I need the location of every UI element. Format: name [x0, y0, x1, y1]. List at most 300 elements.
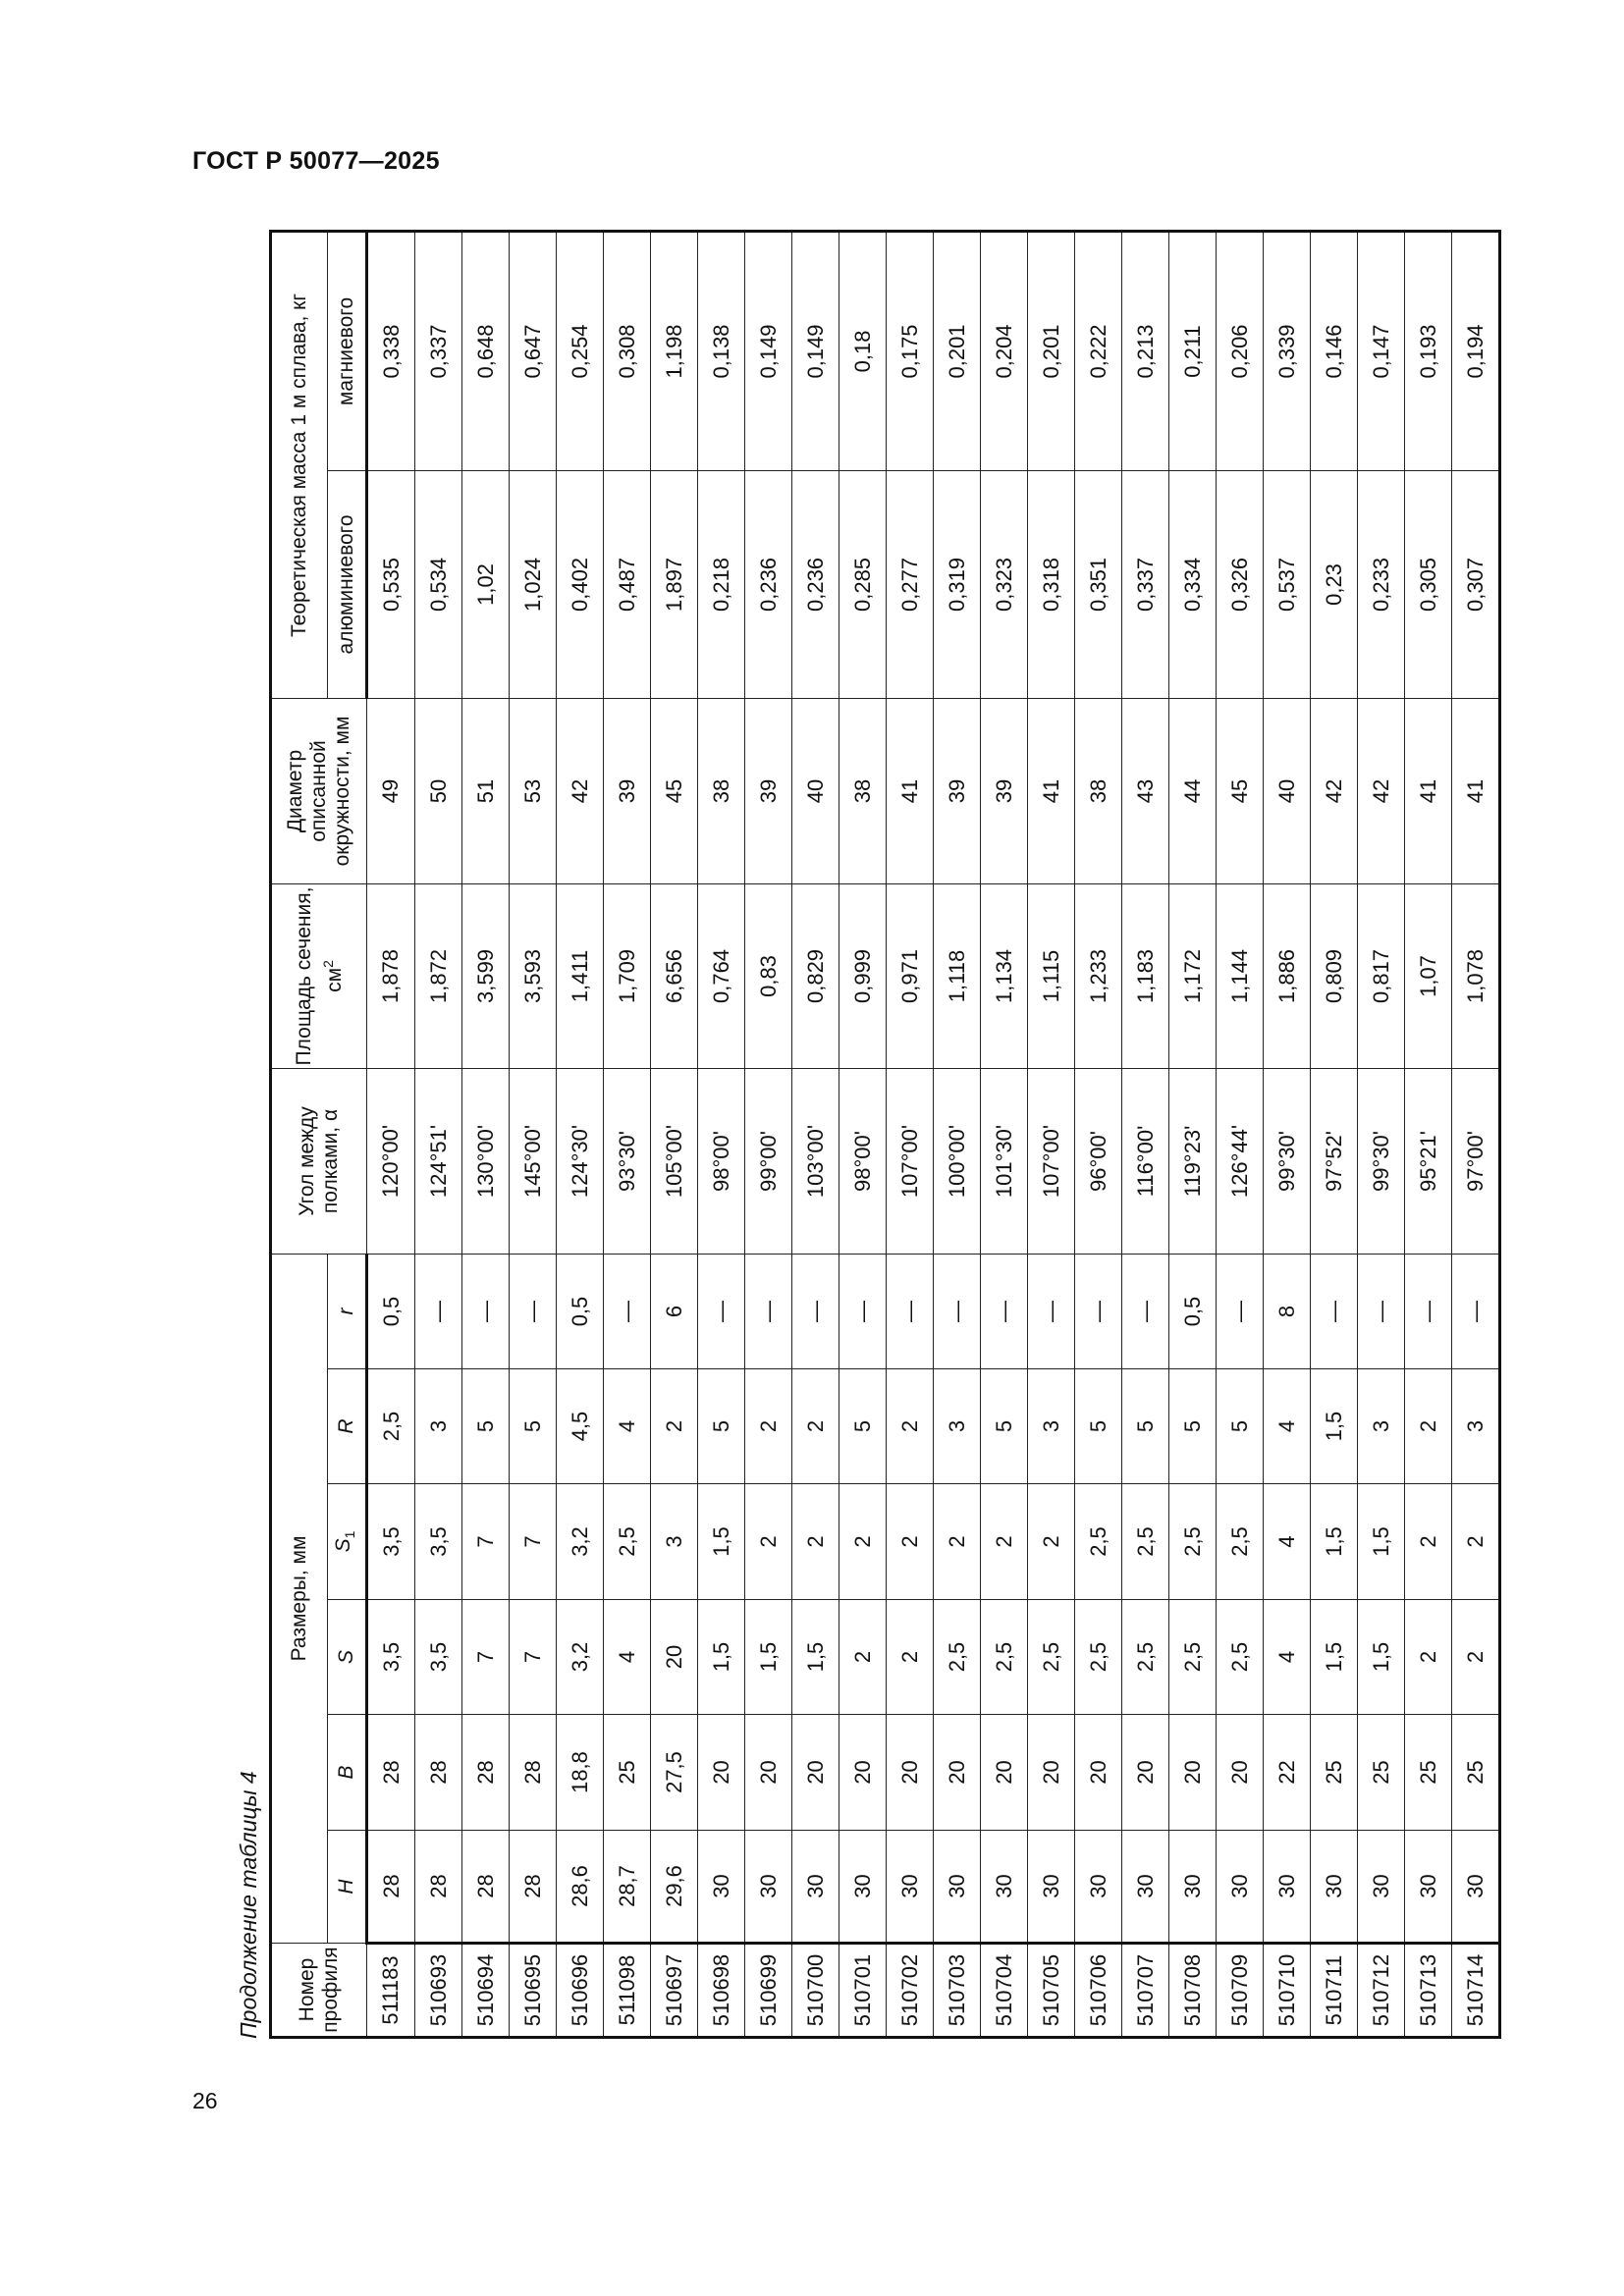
table-cell: —	[1028, 1254, 1075, 1368]
table-cell: 0,211	[1169, 231, 1217, 470]
table-cell: 0,236	[792, 470, 839, 698]
header-magnesium: магниевого	[328, 231, 367, 470]
table-cell: 96°00'	[1075, 1068, 1122, 1254]
table-cell: 7	[510, 1600, 557, 1715]
table-row	[1028, 231, 1075, 2037]
header-S1	[328, 1484, 367, 1600]
table-cell: 2	[887, 1369, 934, 1484]
table-cell: 28	[510, 1715, 557, 1831]
table-cell: 20	[792, 1715, 839, 1831]
table-row	[1075, 231, 1122, 2037]
table-cell: 2,5	[1122, 1484, 1169, 1600]
table-cell: 0,206	[1217, 231, 1264, 470]
table-cell: 105°00'	[651, 1068, 698, 1254]
table-cell: 2	[745, 1484, 792, 1600]
table-cell: 510699	[745, 1944, 792, 2038]
table-cell: 510711	[1311, 1944, 1358, 2038]
table-cell: —	[604, 1254, 651, 1368]
table-cell: 1,172	[1169, 883, 1217, 1068]
header-R: R	[328, 1369, 367, 1484]
table-cell: 7	[462, 1484, 510, 1600]
table-cell: 124°51'	[415, 1068, 462, 1254]
table-cell: 95°21'	[1405, 1068, 1452, 1254]
table-row	[604, 231, 651, 2037]
table-cell: 25	[1311, 1715, 1358, 1831]
table-row	[1311, 231, 1358, 2037]
table-cell: 0,307	[1452, 470, 1500, 698]
table-cell: —	[1122, 1254, 1169, 1368]
table-cell: 0,204	[981, 231, 1028, 470]
table-cell: 2	[934, 1484, 981, 1600]
table-cell: 2,5	[1075, 1484, 1122, 1600]
table-cell: 0,809	[1311, 883, 1358, 1068]
table-cell: 0,319	[934, 470, 981, 698]
table-cell: 0,222	[1075, 231, 1122, 470]
table-cell: 28,7	[604, 1831, 651, 1944]
table-cell: —	[462, 1254, 510, 1368]
table-cell: 2,5	[1122, 1600, 1169, 1715]
table-cell: 30	[698, 1831, 745, 1944]
table-cell: 0,213	[1122, 231, 1169, 470]
table-cell: 28	[415, 1715, 462, 1831]
table-cell: 29,6	[651, 1831, 698, 1944]
table-cell: —	[1075, 1254, 1122, 1368]
table-cell: 20	[1028, 1715, 1075, 1831]
table-cell: 38	[839, 698, 887, 883]
table-cell: 1,5	[698, 1484, 745, 1600]
table-cell: 3	[1452, 1369, 1500, 1484]
table-cell: —	[415, 1254, 462, 1368]
table-cell: 0,83	[745, 883, 792, 1068]
rotated-table-block	[232, 233, 1489, 2039]
table-cell: 1,118	[934, 883, 981, 1068]
table-cell: 0,318	[1028, 470, 1075, 698]
table-row	[839, 231, 887, 2037]
table-cell: 510705	[1028, 1944, 1075, 2038]
table-row	[887, 231, 934, 2037]
table-row	[415, 231, 462, 2037]
table-cell: 49	[367, 698, 415, 883]
table-cell: 103°00'	[792, 1068, 839, 1254]
table-cell: 0,193	[1405, 231, 1452, 470]
table-cell: 39	[745, 698, 792, 883]
table-cell: 1,897	[651, 470, 698, 698]
table-cell: 130°00'	[462, 1068, 510, 1254]
table-body	[367, 231, 1500, 2037]
table-cell: 28	[462, 1831, 510, 1944]
table-cell: —	[981, 1254, 1028, 1368]
table-cell: 2,5	[934, 1600, 981, 1715]
table-cell: 2,5	[604, 1484, 651, 1600]
table-cell: 28	[367, 1715, 415, 1831]
table-cell: 1,5	[745, 1600, 792, 1715]
table-row	[510, 231, 557, 2037]
table-cell: 3	[1358, 1369, 1405, 1484]
table-cell: 20	[839, 1715, 887, 1831]
document-header: ГОСТ Р 50077—2025	[192, 147, 440, 175]
table-row	[1122, 231, 1169, 2037]
table-cell: 4	[604, 1600, 651, 1715]
table-cell: 25	[1452, 1715, 1500, 1831]
header-H: H	[328, 1831, 367, 1944]
table-cell: 0,305	[1405, 470, 1452, 698]
table-cell: —	[1217, 1254, 1264, 1368]
table-cell: 3,2	[557, 1484, 604, 1600]
table-cell: 4,5	[557, 1369, 604, 1484]
table-cell: 98°00'	[698, 1068, 745, 1254]
table-cell: 1,5	[1311, 1484, 1358, 1600]
table-row	[367, 231, 415, 2037]
table-cell: 1,5	[792, 1600, 839, 1715]
table-cell: 50	[415, 698, 462, 883]
table-cell: 41	[1452, 698, 1500, 883]
table-cell: 30	[1169, 1831, 1217, 1944]
table-cell: —	[1452, 1254, 1500, 1368]
table-cell: 510700	[792, 1944, 839, 2038]
table-cell: 1,07	[1405, 883, 1452, 1068]
table-cell: 1,5	[1311, 1600, 1358, 1715]
table-cell: 0,201	[1028, 231, 1075, 470]
table-cell: —	[1311, 1254, 1358, 1368]
table-cell: 510696	[557, 1944, 604, 2038]
table-cell: 4	[1264, 1484, 1311, 1600]
table-cell: 2,5	[1217, 1600, 1264, 1715]
table-cell: 0,647	[510, 231, 557, 470]
table-cell: 20	[887, 1715, 934, 1831]
table-cell: —	[1405, 1254, 1452, 1368]
table-cell: —	[887, 1254, 934, 1368]
page-number: 26	[192, 2088, 218, 2113]
table-cell: 28	[415, 1831, 462, 1944]
table-cell: 0,535	[367, 470, 415, 698]
table-cell: 0,338	[367, 231, 415, 470]
table-cell: 5	[462, 1369, 510, 1484]
table-row	[1264, 231, 1311, 2037]
table-row	[462, 231, 510, 2037]
table-cell: 0,285	[839, 470, 887, 698]
table-cell: 0,402	[557, 470, 604, 698]
table-cell: 510702	[887, 1944, 934, 2038]
table-cell: 30	[1075, 1831, 1122, 1944]
table-cell: 3,5	[415, 1600, 462, 1715]
table-cell: 2	[651, 1369, 698, 1484]
table-cell: 20	[745, 1715, 792, 1831]
table-cell: 1,024	[510, 470, 557, 698]
table-cell: 510697	[651, 1944, 698, 2038]
table-cell: 3,593	[510, 883, 557, 1068]
table-cell: 1,115	[1028, 883, 1075, 1068]
table-cell: 97°00'	[1452, 1068, 1500, 1254]
table-cell: 30	[1028, 1831, 1075, 1944]
table-cell: 2	[839, 1600, 887, 1715]
table-cell: 511183	[367, 1944, 415, 2038]
table-cell: 1,872	[415, 883, 462, 1068]
header-S1-base: S	[331, 1538, 354, 1553]
table-cell: 39	[981, 698, 1028, 883]
table-cell: 53	[510, 698, 557, 883]
table-cell: 3	[1028, 1369, 1075, 1484]
table-cell: 0,233	[1358, 470, 1405, 698]
table-cell: 22	[1264, 1715, 1311, 1831]
table-cell: 5	[1217, 1369, 1264, 1484]
table-cell: 41	[1028, 698, 1075, 883]
table-cell: 2,5	[1028, 1600, 1075, 1715]
table-cell: 0,534	[415, 470, 462, 698]
table-cell: 0,254	[557, 231, 604, 470]
table-cell: 3,5	[367, 1600, 415, 1715]
table-cell: 0,971	[887, 883, 934, 1068]
table-cell: 3,2	[557, 1600, 604, 1715]
table-cell: 99°00'	[745, 1068, 792, 1254]
table-cell: 1,078	[1452, 883, 1500, 1068]
table-cell: 124°30'	[557, 1068, 604, 1254]
table-cell: 51	[462, 698, 510, 883]
table-cell: 41	[1405, 698, 1452, 883]
table-cell: 27,5	[651, 1715, 698, 1831]
table-row	[698, 231, 745, 2037]
table-cell: 30	[1264, 1831, 1311, 1944]
table-cell: 2,5	[1169, 1484, 1217, 1600]
table-cell: 30	[792, 1831, 839, 1944]
table-cell: 0,194	[1452, 231, 1500, 470]
table-cell: 1,878	[367, 883, 415, 1068]
table-cell: 30	[1122, 1831, 1169, 1944]
table-cell: 5	[1122, 1369, 1169, 1484]
table-cell: 30	[1217, 1831, 1264, 1944]
table-cell: 145°00'	[510, 1068, 557, 1254]
table-cell: 2	[887, 1600, 934, 1715]
table-cell: 510693	[415, 1944, 462, 2038]
table-cell: 7	[462, 1600, 510, 1715]
table-cell: 0,146	[1311, 231, 1358, 470]
table-cell: 510704	[981, 1944, 1028, 2038]
table-cell: 0,308	[604, 231, 651, 470]
table-cell: 1,5	[1311, 1369, 1358, 1484]
table-cell: 25	[1358, 1715, 1405, 1831]
table-cell: 20	[1169, 1715, 1217, 1831]
profiles-table	[269, 230, 1501, 2039]
table-cell: 510701	[839, 1944, 887, 2038]
table-cell: 30	[934, 1831, 981, 1944]
table-cell: —	[934, 1254, 981, 1368]
table-cell: 2	[1405, 1600, 1452, 1715]
table-cell: —	[510, 1254, 557, 1368]
table-cell: 2	[1405, 1369, 1452, 1484]
table-cell: 0,5	[557, 1254, 604, 1368]
table-cell: 1,5	[698, 1600, 745, 1715]
table-cell: 0,18	[839, 231, 887, 470]
table-cell: 0,326	[1217, 470, 1264, 698]
table-cell: 6	[651, 1254, 698, 1368]
table-cell: 5	[1169, 1369, 1217, 1484]
table-cell: 2	[1405, 1484, 1452, 1600]
table-cell: 3,599	[462, 883, 510, 1068]
table-cell: 2,5	[1169, 1600, 1217, 1715]
header-diameter: Диаметр описанной окружности, мм	[271, 698, 367, 883]
table-cell: 30	[1452, 1831, 1500, 1944]
table-cell: 3	[651, 1484, 698, 1600]
table-row	[792, 231, 839, 2037]
table-cell: 20	[981, 1715, 1028, 1831]
table-cell: 4	[1264, 1600, 1311, 1715]
table-cell: 20	[1122, 1715, 1169, 1831]
table-cell: 510698	[698, 1944, 745, 2038]
table-cell: 20	[698, 1715, 745, 1831]
header-mass: Теоретическая масса 1 м сплава, кг	[271, 231, 328, 698]
table-cell: 5	[698, 1369, 745, 1484]
table-cell: 510703	[934, 1944, 981, 2038]
table-cell: 42	[557, 698, 604, 883]
table-row	[934, 231, 981, 2037]
table-cell: 2	[745, 1369, 792, 1484]
table-cell: 0,138	[698, 231, 745, 470]
table-cell: 2	[1452, 1484, 1500, 1600]
table-cell: 510707	[1122, 1944, 1169, 2038]
table-caption: Продолжение таблицы 4	[236, 1771, 261, 2039]
table-cell: 510694	[462, 1944, 510, 2038]
table-cell: 30	[887, 1831, 934, 1944]
table-cell: 2,5	[981, 1600, 1028, 1715]
table-row	[1358, 231, 1405, 2037]
table-cell: 20	[651, 1600, 698, 1715]
table-cell: 0,323	[981, 470, 1028, 698]
table-cell: 2	[1028, 1484, 1075, 1600]
table-cell: 0,175	[887, 231, 934, 470]
table-row	[1217, 231, 1264, 2037]
table-cell: 38	[698, 698, 745, 883]
table-cell: 3	[934, 1369, 981, 1484]
table-cell: 40	[1264, 698, 1311, 883]
table-cell: —	[1358, 1254, 1405, 1368]
table-cell: 1,886	[1264, 883, 1311, 1068]
table-cell: 510695	[510, 1944, 557, 2038]
table-cell: 28,6	[557, 1831, 604, 1944]
table-cell: 1,134	[981, 883, 1028, 1068]
table-row	[1169, 231, 1217, 2037]
table-cell: 1,183	[1122, 883, 1169, 1068]
table-cell: 100°00'	[934, 1068, 981, 1254]
header-profile-number: Номер профиля	[271, 1944, 367, 2038]
table-cell: 510714	[1452, 1944, 1500, 2038]
table-cell: 1,709	[604, 883, 651, 1068]
header-S: S	[328, 1600, 367, 1715]
table-cell: 0,337	[1122, 470, 1169, 698]
table-cell: 4	[604, 1369, 651, 1484]
table-cell: 0,999	[839, 883, 887, 1068]
table-cell: 93°30'	[604, 1068, 651, 1254]
table-cell: 0,337	[415, 231, 462, 470]
table-cell: 30	[839, 1831, 887, 1944]
table-cell: 1,198	[651, 231, 698, 470]
table-cell: 511098	[604, 1944, 651, 2038]
table-cell: 1,233	[1075, 883, 1122, 1068]
table-cell: 98°00'	[839, 1068, 887, 1254]
table-cell: 39	[934, 698, 981, 883]
table-cell: 0,5	[1169, 1254, 1217, 1368]
table-cell: 0,351	[1075, 470, 1122, 698]
table-cell: 30	[981, 1831, 1028, 1944]
header-S1-sub: 1	[342, 1530, 358, 1539]
table-cell: 0,218	[698, 470, 745, 698]
table-cell: 0,149	[792, 231, 839, 470]
table-cell: 101°30'	[981, 1068, 1028, 1254]
table-cell: 25	[1405, 1715, 1452, 1831]
table-cell: 0,487	[604, 470, 651, 698]
table-cell: 0,149	[745, 231, 792, 470]
table-cell: 0,764	[698, 883, 745, 1068]
table-cell: 5	[839, 1369, 887, 1484]
table-cell: 97°52'	[1311, 1068, 1358, 1254]
table-cell: 2	[839, 1484, 887, 1600]
table-cell: 510712	[1358, 1944, 1405, 2038]
table-cell: 1,02	[462, 470, 510, 698]
table-cell: 28	[367, 1831, 415, 1944]
table-cell: 4	[1264, 1369, 1311, 1484]
header-dimensions: Размеры, мм	[271, 1254, 328, 1943]
table-cell: 0,339	[1264, 231, 1311, 470]
table-cell: 510708	[1169, 1944, 1217, 2038]
table-row	[1405, 231, 1452, 2037]
table-cell: 5	[981, 1369, 1028, 1484]
table-cell: 43	[1122, 698, 1169, 883]
table-cell: 510709	[1217, 1944, 1264, 2038]
header-angle: Угол между полками, α	[271, 1068, 367, 1254]
table-cell: 5	[510, 1369, 557, 1484]
table-cell: 1,5	[1358, 1484, 1405, 1600]
table-cell: 120°00'	[367, 1068, 415, 1254]
table-row	[981, 231, 1028, 2037]
table-cell: 126°44'	[1217, 1068, 1264, 1254]
table-cell: 30	[1358, 1831, 1405, 1944]
table-cell: 5	[1075, 1369, 1122, 1484]
table-cell: 42	[1358, 698, 1405, 883]
table-cell: 7	[510, 1484, 557, 1600]
header-area-sup: 2	[319, 960, 336, 968]
table-cell: 2	[792, 1484, 839, 1600]
table-cell: 0,23	[1311, 470, 1358, 698]
table-cell: 18,8	[557, 1715, 604, 1831]
table-cell: 38	[1075, 698, 1122, 883]
table-cell: 510713	[1405, 1944, 1452, 2038]
table-cell: 0,334	[1169, 470, 1217, 698]
table-cell: 6,656	[651, 883, 698, 1068]
table-cell: 0,648	[462, 231, 510, 470]
table-row	[557, 231, 604, 2037]
table-cell: —	[698, 1254, 745, 1368]
table-cell: 510706	[1075, 1944, 1122, 2038]
table-cell: 45	[651, 698, 698, 883]
table-cell: 20	[1075, 1715, 1122, 1831]
table-cell: 28	[510, 1831, 557, 1944]
table-cell: 45	[1217, 698, 1264, 883]
table-cell: 30	[1405, 1831, 1452, 1944]
table-cell: —	[839, 1254, 887, 1368]
table-cell: 1,5	[1358, 1600, 1405, 1715]
header-r: r	[328, 1254, 367, 1368]
table-cell: 0,5	[367, 1254, 415, 1368]
table-cell: 3,5	[415, 1484, 462, 1600]
header-area-label: Площадь сечения, см	[292, 886, 346, 1066]
table-cell: 20	[1217, 1715, 1264, 1831]
header-aluminum: алюминиевого	[328, 470, 367, 698]
table-cell: 0,817	[1358, 883, 1405, 1068]
table-cell: 3,5	[367, 1484, 415, 1600]
table-cell: 510710	[1264, 1944, 1311, 2038]
header-B: B	[328, 1715, 367, 1831]
table-cell: 2,5	[367, 1369, 415, 1484]
table-cell: 1,144	[1217, 883, 1264, 1068]
table-cell: 0,201	[934, 231, 981, 470]
